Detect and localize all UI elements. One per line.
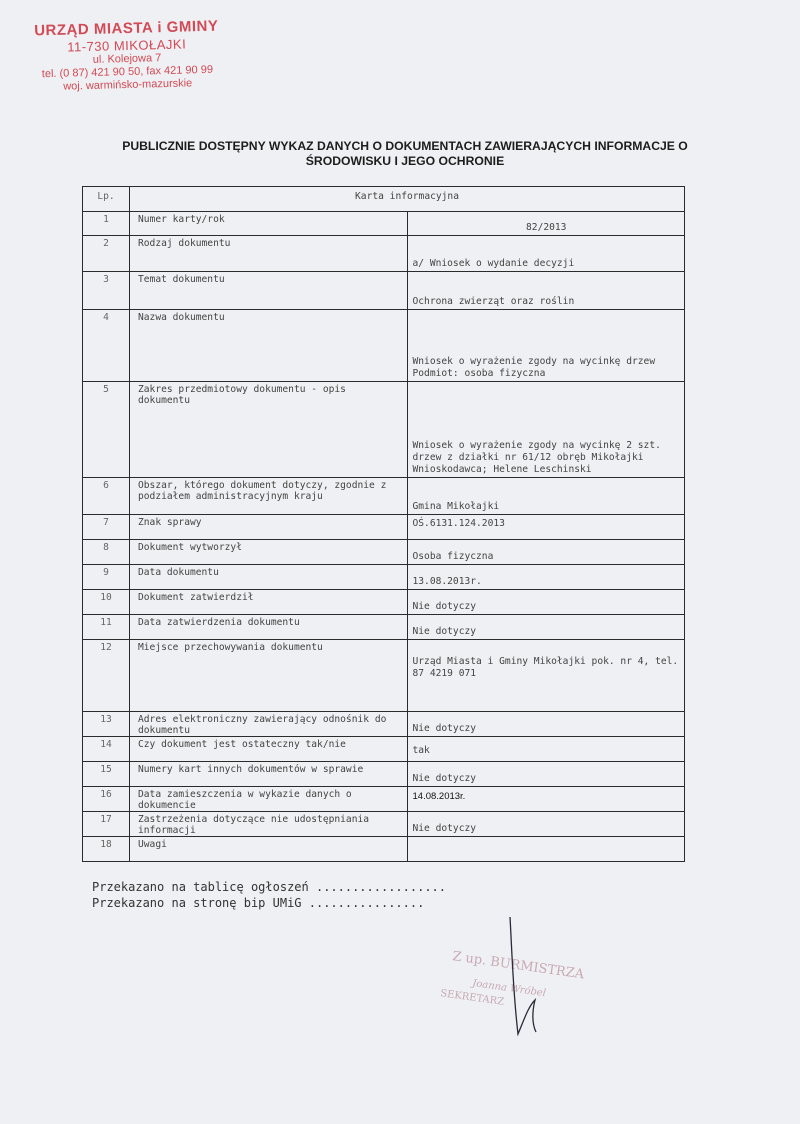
row-label: Data zatwierdzenia dokumentu xyxy=(130,615,408,640)
signature-stamp-line-1: Z up. BURMISTRZA xyxy=(451,949,585,983)
row-number: 16 xyxy=(83,787,130,812)
table-row xyxy=(83,272,685,310)
row-label: Znak sprawy xyxy=(130,515,408,540)
table-row xyxy=(83,762,685,787)
signature-scribble xyxy=(510,917,536,1034)
signature-stamp-line-2: Joanna Wróbel xyxy=(471,978,547,1000)
stamp-phone: tel. (0 87) 421 90 50, fax 421 90 99 xyxy=(41,63,214,81)
row-value: 82/2013 xyxy=(407,212,685,236)
footer-notes xyxy=(92,879,446,911)
signature-graphic xyxy=(440,912,610,1052)
table-row xyxy=(83,515,685,540)
office-stamp xyxy=(21,17,233,94)
row-number: 10 xyxy=(83,590,130,615)
row-value: 14.08.2013r. xyxy=(407,787,685,812)
row-label: Data dokumentu xyxy=(130,565,408,590)
row-value: Nie dotyczy xyxy=(407,712,685,737)
row-value: Gmina Mikołajki xyxy=(407,478,685,515)
table-header-row xyxy=(83,187,685,212)
row-label: Dokument zatwierdził xyxy=(130,590,408,615)
row-value: Wniosek o wyrażenie zgody na wycinkę 2 szt. drzew z działki nr 61/12 obręb Mikołajki Wnioskodawca; Helene Leschinski xyxy=(407,382,685,478)
row-value: Urząd Miasta i Gminy Mikołajki pok. nr 4, tel. 87 4219 071 xyxy=(407,640,685,712)
header-lp: Lp. xyxy=(83,187,130,212)
row-value: a/ Wniosek o wydanie decyzji xyxy=(407,236,685,272)
row-number: 3 xyxy=(83,272,130,310)
header-card: Karta informacyjna xyxy=(130,187,685,212)
table-row xyxy=(83,236,685,272)
row-label: Uwagi xyxy=(130,837,408,862)
row-number: 2 xyxy=(83,236,130,272)
table-row xyxy=(83,310,685,382)
row-number: 11 xyxy=(83,615,130,640)
table-row xyxy=(83,615,685,640)
row-number: 6 xyxy=(83,478,130,515)
row-label: Zakres przedmiotowy dokumentu - opis dokumentu xyxy=(130,382,408,478)
row-value: Nie dotyczy xyxy=(407,762,685,787)
row-number: 8 xyxy=(83,540,130,565)
row-label: Temat dokumentu xyxy=(130,272,408,310)
row-number: 5 xyxy=(83,382,130,478)
row-label: Zastrzeżenia dotyczące nie udostępniania informacji xyxy=(130,812,408,837)
row-label: Numery kart innych dokumentów w sprawie xyxy=(130,762,408,787)
footer-bip-page: Przekazano na stronę bip UMiG ................ xyxy=(92,896,425,910)
row-value: Ochrona zwierząt oraz roślin xyxy=(407,272,685,310)
table-row xyxy=(83,787,685,812)
row-value: Nie dotyczy xyxy=(407,615,685,640)
row-label: Nazwa dokumentu xyxy=(130,310,408,382)
row-value: Nie dotyczy xyxy=(407,590,685,615)
title-line-2: ŚRODOWISKU I JEGO OCHRONIE xyxy=(305,154,505,168)
table-row xyxy=(83,712,685,737)
stamp-postal-city: 11-730 MIKOŁAJKI xyxy=(67,36,187,55)
row-label: Czy dokument jest ostateczny tak/nie xyxy=(130,737,408,762)
table-row xyxy=(83,837,685,862)
row-value: 13.08.2013r. xyxy=(407,565,685,590)
row-number: 18 xyxy=(83,837,130,862)
row-label: Dokument wytworzył xyxy=(130,540,408,565)
table-row xyxy=(83,212,685,236)
stamp-voivodeship: woj. warmińsko-mazurskie xyxy=(63,77,193,93)
info-card-table xyxy=(82,186,685,862)
row-number: 15 xyxy=(83,762,130,787)
stamp-office-name: URZĄD MIASTA i GMINY xyxy=(34,17,219,40)
row-label: Rodzaj dokumentu xyxy=(130,236,408,272)
signature-stamp xyxy=(440,912,610,1052)
row-number: 7 xyxy=(83,515,130,540)
row-value: OŚ.6131.124.2013 xyxy=(407,515,685,540)
row-value: Wniosek o wyrażenie zgody na wycinkę drzew Podmiot: osoba fizyczna xyxy=(407,310,685,382)
table-row xyxy=(83,812,685,837)
table-row xyxy=(83,737,685,762)
row-value: tak xyxy=(407,737,685,762)
row-number: 9 xyxy=(83,565,130,590)
table-row xyxy=(83,382,685,478)
footer-notice-board: Przekazano na tablicę ogłoszeń .................. xyxy=(92,880,447,894)
table-row xyxy=(83,590,685,615)
table-row xyxy=(83,640,685,712)
document-title xyxy=(60,139,750,169)
signature-stamp-line-3: SEKRETARZ xyxy=(440,988,505,1008)
row-number: 12 xyxy=(83,640,130,712)
row-number: 1 xyxy=(83,212,130,236)
row-label: Adres elektroniczny zawierający odnośnik do dokumentu xyxy=(130,712,408,737)
table-row xyxy=(83,540,685,565)
table-row xyxy=(83,478,685,515)
row-number: 13 xyxy=(83,712,130,737)
row-number: 17 xyxy=(83,812,130,837)
row-label: Numer karty/rok xyxy=(130,212,408,236)
row-label: Miejsce przechowywania dokumentu xyxy=(130,640,408,712)
table-row xyxy=(83,565,685,590)
row-value: Osoba fizyczna xyxy=(407,540,685,565)
stamp-street: ul. Kolejowa 7 xyxy=(92,52,162,66)
row-number: 14 xyxy=(83,737,130,762)
row-label: Data zamieszczenia w wykazie danych o dokumencie xyxy=(130,787,408,812)
row-label: Obszar, którego dokument dotyczy, zgodnie z podziałem administracyjnym kraju xyxy=(130,478,408,515)
title-line-1: PUBLICZNIE DOSTĘPNY WYKAZ DANYCH O DOKUMENTACH ZAWIERAJĄCYCH INFORMACJE O xyxy=(122,139,688,153)
row-value: Nie dotyczy xyxy=(407,812,685,837)
row-value xyxy=(407,837,685,862)
row-number: 4 xyxy=(83,310,130,382)
